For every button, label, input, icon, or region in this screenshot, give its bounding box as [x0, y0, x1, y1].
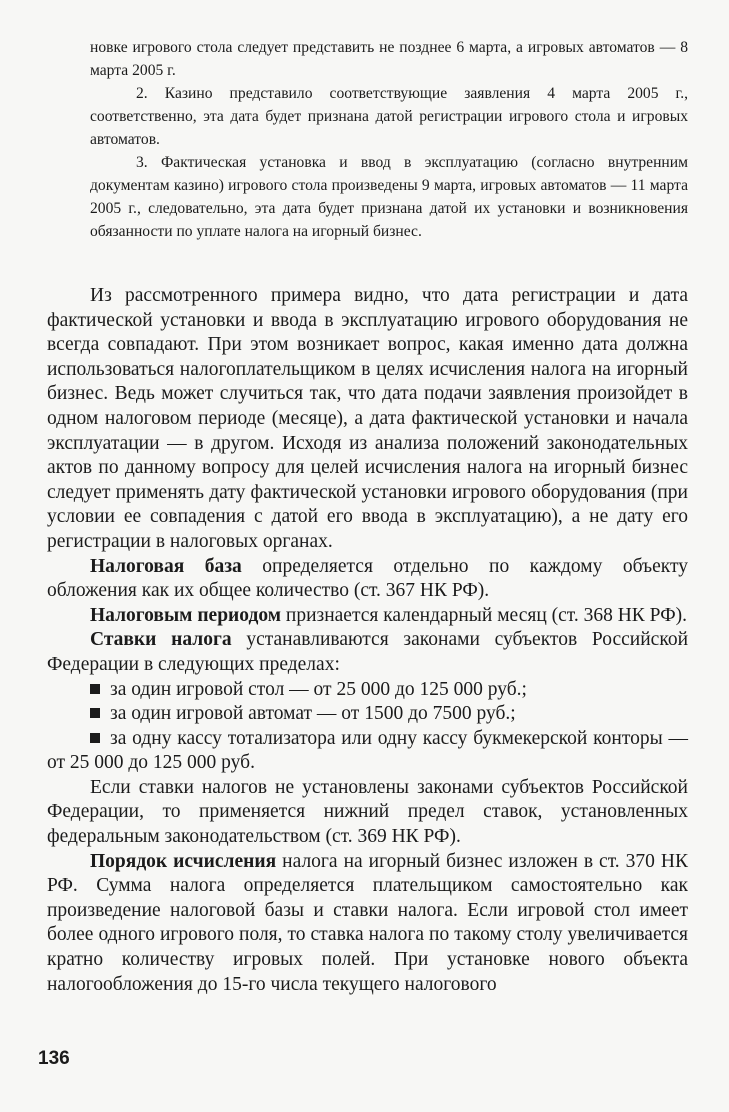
example-paragraph-3: 3. Фактическая установка и ввод в эксплуатацию (согласно внутренним документам казино) игрового стола произведены 9 марта, игровых автоматов — 11 марта 2005 г., следовательно, эта дата будет признана датой их установки и возникновения обязанности по уплате налога на игорный бизнес. [90, 154, 688, 240]
tax-period-term: Налоговым периодом [90, 604, 282, 626]
tax-rates-paragraph [47, 628, 688, 677]
main-paragraph-1-text: Из рассмотренного примера видно, что дата регистрации и дата фактической установки и ввода в эксплуатацию игрового оборудования не всегда совпадают. При этом возникает вопрос, какая именно дата должна использоваться налогоплательщиком в целях исчисления налога на игорный бизнес. Ведь может случиться так, что дата подачи заявления произойдет в одном налоговом периоде (месяце), а дата фактической установки и начала эксплуатации — в другом. Исходя из анализа положений законодательных актов по данному вопросу для целей исчисления налога на игорный бизнес следует применять дату фактической установки игрового оборудования (при условии ее совпадения с датой его ввода в эксплуатацию), а не дату его регистрации в налоговых органах. [47, 285, 688, 552]
square-bullet-icon [90, 684, 100, 694]
calculation-paragraph [47, 850, 688, 998]
example-paragraph-2: 2. Казино представило соответствующие заявления 4 марта 2005 г., соответственно, эта дата будет признана датой регистрации игрового стола и игровых автоматов. [90, 85, 688, 148]
tax-period-paragraph [47, 604, 688, 629]
tax-base-paragraph [47, 555, 688, 604]
rate-bullet-item [47, 678, 688, 703]
example-block [90, 36, 688, 243]
square-bullet-icon [90, 708, 100, 718]
example-paragraph-continuation: новке игрового стола следует представить не позднее 6 марта, а игровых автоматов — 8 марта 2005 г. [90, 39, 688, 79]
rate-bullet-text: за одну кассу тотализатора или одну кассу букмекерской конторы — от 25 000 до 125 000 руб. [47, 727, 688, 774]
main-paragraph-1 [47, 284, 688, 555]
calculation-text: налога на игорный бизнес изложен в ст. 370 НК РФ. Сумма налога определяется плательщиком самостоятельно как произведение налоговой базы и ставки налога. Если игровой стол имеет более одного игрового поля, то ставка налога по такому столу увеличивается кратно количеству игровых полей. При установке нового объекта налогообложения до 15-го числа текущего налогового [47, 850, 688, 995]
tax-base-text: определяется отдельно по каждому объекту обложения как их общее количество (ст. 367 НК РФ). [47, 555, 688, 602]
main-text [47, 284, 688, 997]
square-bullet-icon [90, 733, 100, 743]
rate-bullet-item [47, 702, 688, 727]
rate-bullet-text: за один игровой стол — от 25 000 до 125 000 руб.; [110, 678, 527, 700]
tax-period-text: признается календарный месяц (ст. 368 НК РФ). [281, 604, 687, 626]
rate-bullet-text: за один игровой автомат — от 1500 до 7500 руб.; [110, 703, 516, 725]
rate-bullet-item [47, 727, 688, 776]
page-number: 136 [38, 1048, 70, 1069]
calculation-term: Порядок исчисления [90, 850, 277, 872]
default-rates-paragraph: Если ставки налогов не установлены законами субъектов Российской Федерации, то применяется нижний предел ставок, установленных федеральным законодательством (ст. 369 НК РФ). [47, 776, 688, 848]
tax-rates-term: Ставки налога [90, 629, 232, 651]
tax-base-term: Налоговая база [90, 555, 242, 577]
tax-rates-text: устанавливаются законами субъектов Российской Федерации в следующих пределах: [47, 629, 688, 675]
